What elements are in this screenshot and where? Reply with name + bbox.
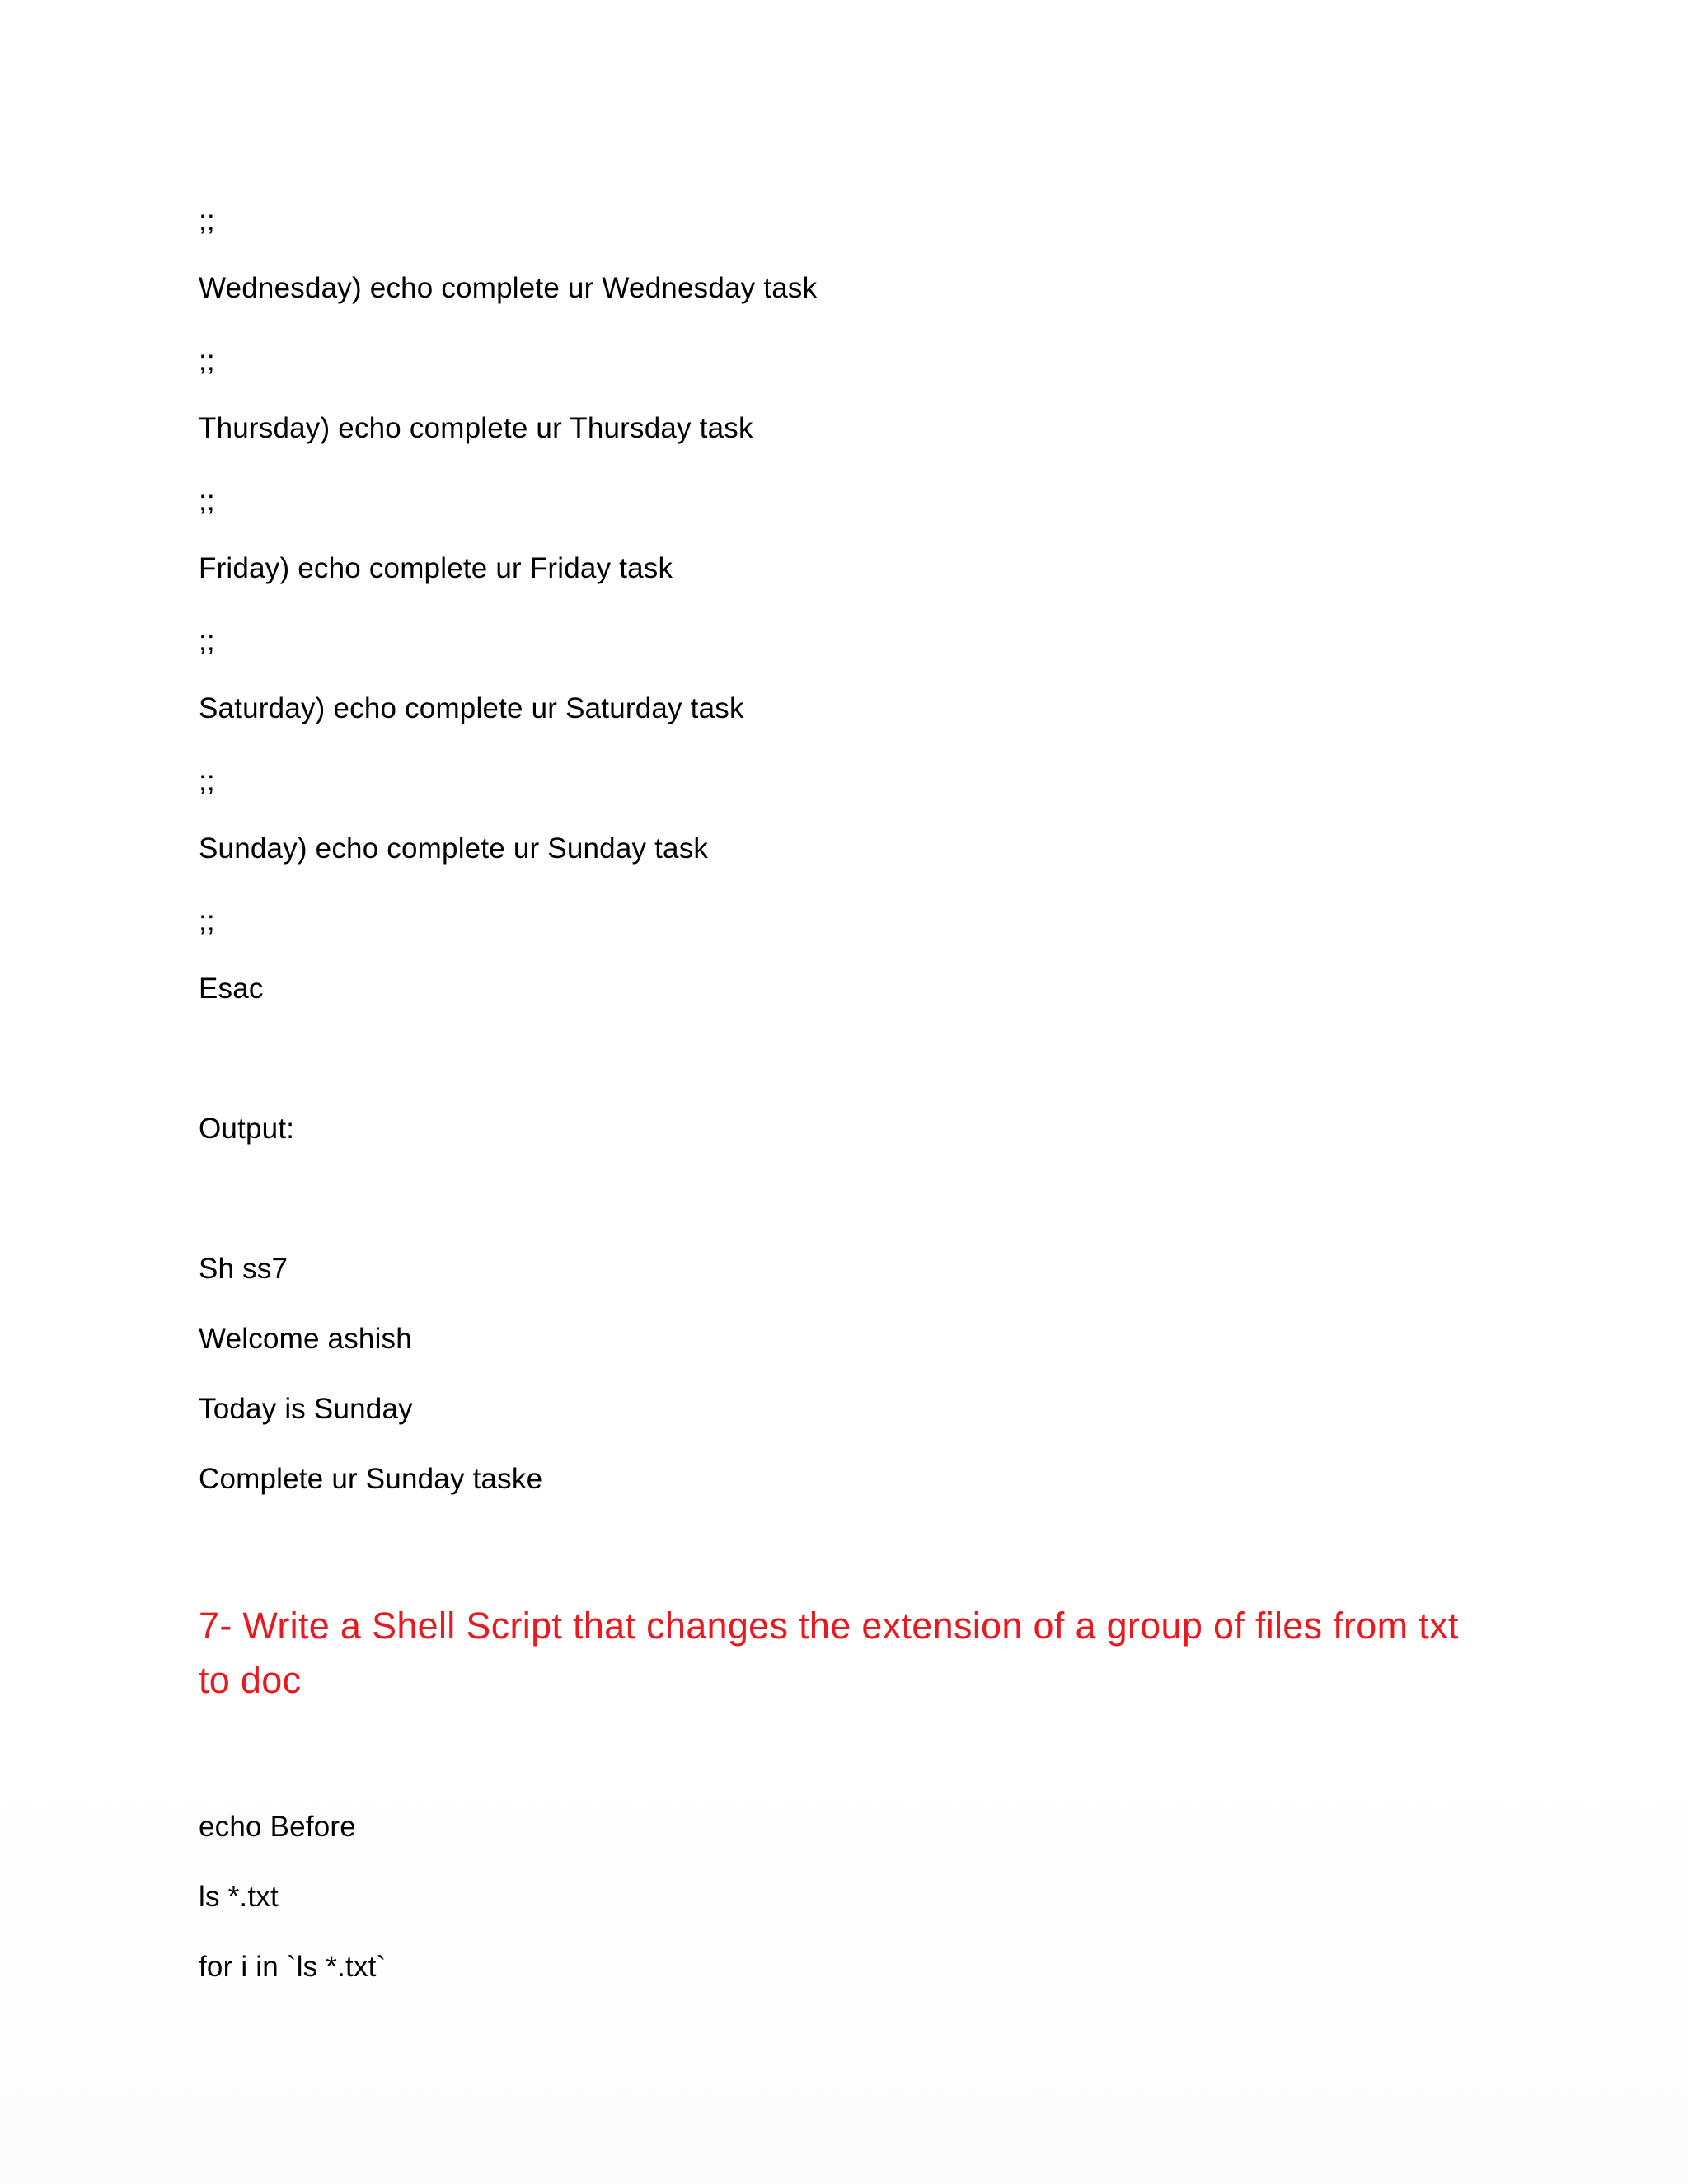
code-line: ;; [199, 485, 215, 517]
code-line: Thursday) echo complete ur Thursday task [199, 412, 753, 444]
output-line: Welcome ashish [199, 1323, 412, 1355]
code-line: ;; [199, 765, 215, 797]
script-line: echo Before [199, 1811, 356, 1843]
section-heading: 7- Write a Shell Script that changes the extension of a group of files from txt to doc [199, 1605, 1459, 1701]
script-line: for i in `ls *.txt` [199, 1951, 387, 1983]
output-label: Output: [199, 1113, 295, 1145]
code-line: ;; [199, 204, 215, 237]
output-line: Complete ur Sunday taske [199, 1463, 543, 1495]
code-line: Wednesday) echo complete ur Wednesday task [199, 272, 818, 304]
code-line: ;; [199, 344, 215, 377]
output-line: Today is Sunday [199, 1393, 413, 1425]
code-line: Esac [199, 972, 264, 1005]
code-line: Saturday) echo complete ur Saturday task [199, 692, 744, 724]
output-line: Sh ss7 [199, 1253, 288, 1285]
script-line: ls *.txt [199, 1881, 279, 1913]
code-line: ;; [199, 905, 215, 937]
code-line: Friday) echo complete ur Friday task [199, 552, 673, 584]
code-line: ;; [199, 625, 215, 657]
code-line: Sunday) echo complete ur Sunday task [199, 832, 709, 865]
